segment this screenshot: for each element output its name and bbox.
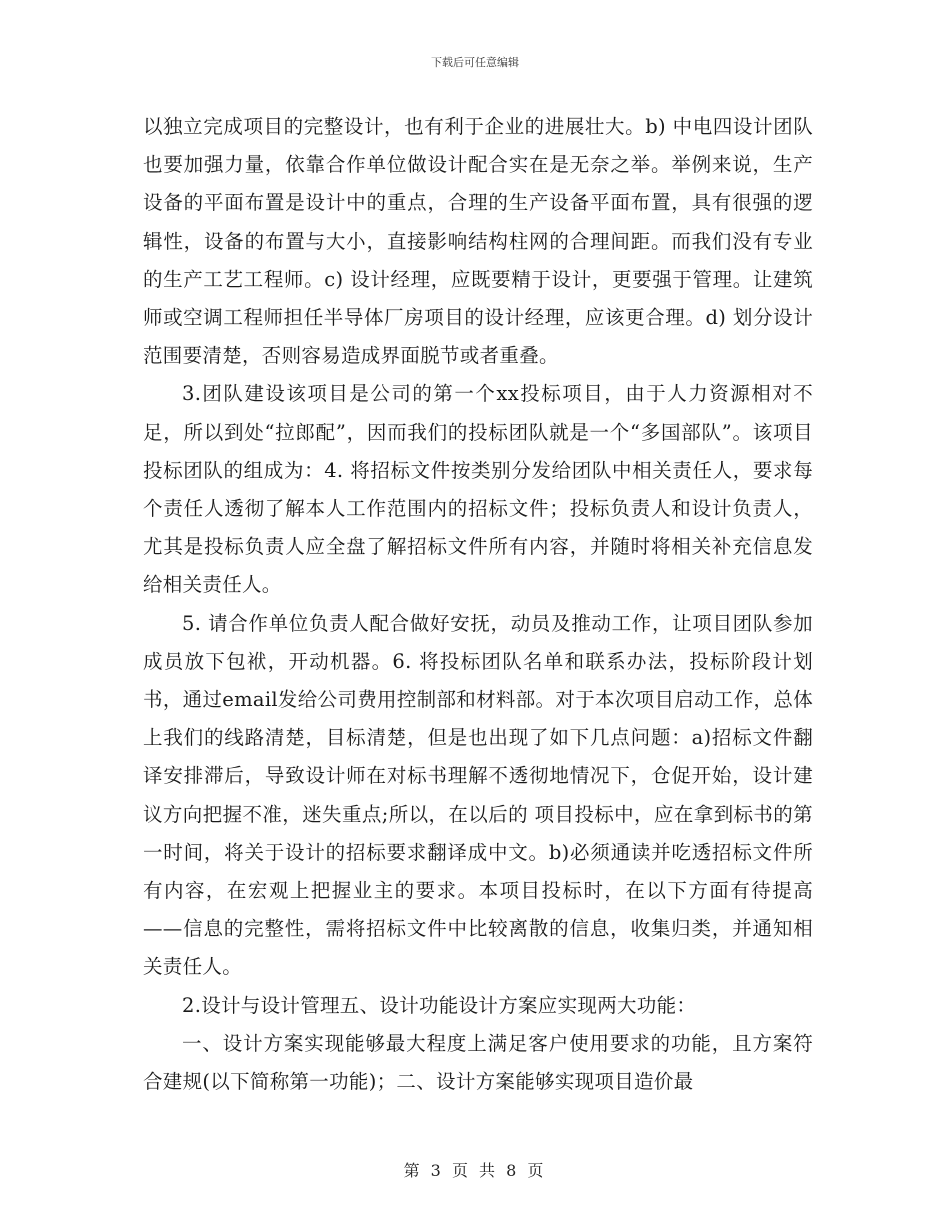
paragraph-design-functions-heading: 2.设计与设计管理五、设计功能设计方案应实现两大功能：: [182, 993, 697, 1017]
document-body: [143, 108, 813, 1101]
paragraph-cooperation: 5. 请合作单位负责人配合做好安抚，动员及推动工作，让项目团队参加成员放下包袱，开动机器。6. 将投标团队名单和联系办法，投标阶段计划书，通过email发给公司费用控制部和材料部。对于本次项目启动工作，总体上我们的线路清楚，目标清楚，但是也出现了如下几点问题：a)招标文件翻译安排滞后，导致设计师在对标书理解不透彻地情况下，仓促开始，设计建议方向把握不准，迷失重点;所以，在以后的 项目投标中，应在拿到标书的第一时间，将关于设计的招标要求翻译成中文。b)必须通读并吃透招标文件所有内容，在宏观上把握业主的要求。本项目投标时，在以下方面有待提高——信息的完整性，需将招标文件中比较离散的信息，收集归类，并通知相关责任人。: [143, 611, 813, 979]
paragraph-continuation: 以独立完成项目的完整设计，也有利于企业的进展壮大。b) 中电四设计团队也要加强力量，依靠合作单位做设计配合实在是无奈之举。举例来说，生产设备的平面布置是设计中的重点，合理的生产设备平面布置，具有很强的逻辑性，设备的布置与大小，直接影响结构柱网的合理间距。而我们没有专业的生产工艺工程师。c) 设计经理，应既要精于设计，更要强于管理。让建筑师或空调工程师担任半导体厂房项目的设计经理，应该更合理。d) 划分设计范围要清楚，否则容易造成界面脱节或者重叠。: [143, 115, 813, 368]
page-header: 下载后可任意编辑: [431, 56, 519, 69]
paragraph-design-function-one: 一、设计方案实现能够最大程度上满足客户使用要求的功能，且方案符合建规(以下简称第一功能)；二、设计方案能够实现项目造价最: [143, 1031, 813, 1094]
paragraph-team-building: 3.团队建设该项目是公司的第一个xx投标项目，由于人力资源相对不足，所以到处“拉郎配”，因而我们的投标团队就是一个“多国部队”。该项目投标团队的组成为：4. 将招标文件按类别分发给团队中相关责任人，要求每个责任人透彻了解本人工作范围内的招标文件；投标负责人和设计负责人，尤其是投标负责人应全盘了解招标文件所有内容，并随时将相关补充信息发给相关责任人。: [143, 382, 813, 597]
page-footer: 第 3 页 共 8 页: [403, 1161, 547, 1180]
